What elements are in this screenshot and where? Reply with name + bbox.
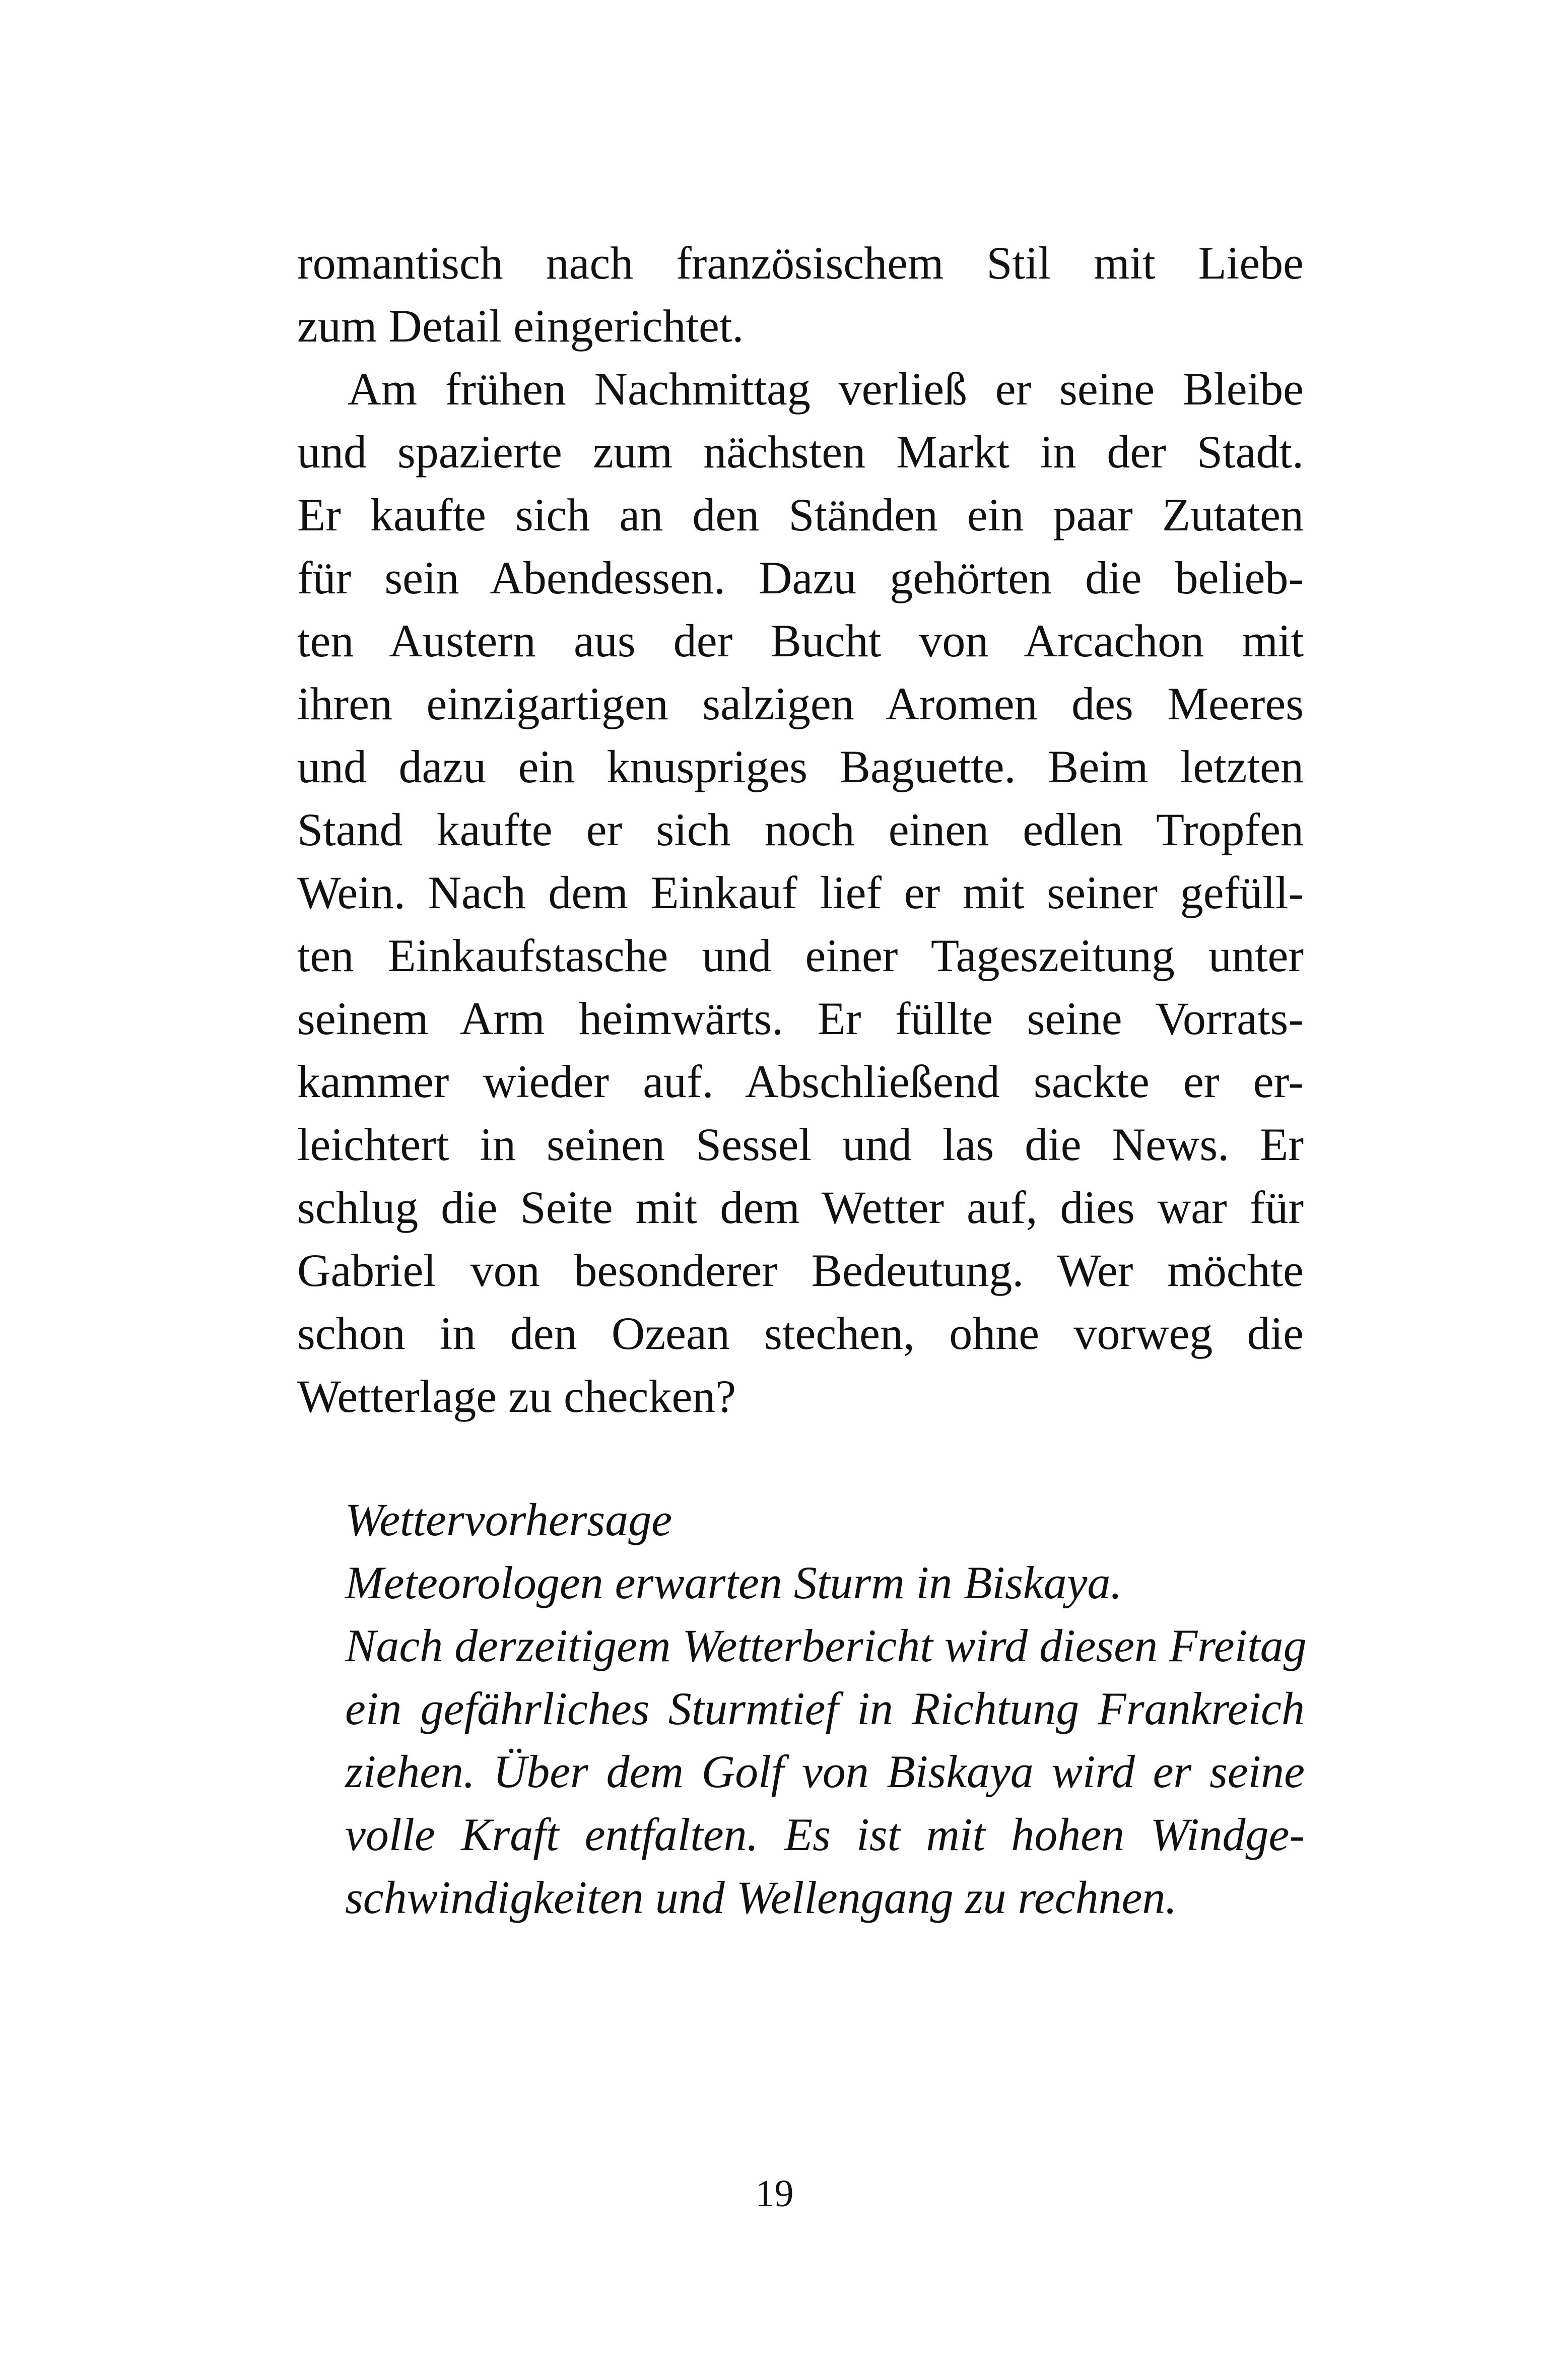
body-text [297, 232, 1304, 1428]
text-line: Am frühen Nachmittag verließ er seine Bleibe [348, 363, 1304, 415]
text-line: schon in den Ozean stechen, ohne vorweg die [297, 1308, 1304, 1359]
text-line: Wetterlage zu checken? [297, 1371, 736, 1422]
forecast-line: Nach derzeitigem Wetterbericht wird diesen Freitag [345, 1620, 1307, 1671]
forecast-line: volle Kraft entfalten. Es ist mit hohen Windge- [345, 1809, 1305, 1860]
text-line: Gabriel von besonderer Bedeutung. Wer möchte [297, 1245, 1304, 1296]
text-line: Er kaufte sich an den Ständen ein paar Zutaten [297, 489, 1304, 540]
text-line: und spazierte zum nächsten Markt in der Stadt. [297, 426, 1304, 478]
text-line: Stand kaufte er sich noch einen edlen Tropfen [297, 804, 1304, 855]
page-number: 19 [755, 2172, 794, 2215]
text-line: ten Einkaufstasche und einer Tageszeitung unter [297, 930, 1304, 981]
text-line: seinem Arm heimwärts. Er füllte seine Vorrats- [297, 993, 1304, 1044]
text-line: ten Austern aus der Bucht von Arcachon mit [297, 615, 1304, 666]
text-line: Wein. Nach dem Einkauf lief er mit seiner gefüll- [297, 867, 1304, 918]
text-line: kammer wieder auf. Abschließend sackte er er- [297, 1056, 1304, 1107]
text-line: zum Detail eingerichtet. [297, 300, 744, 352]
text-line: leichtert in seinen Sessel und las die News. Er [297, 1119, 1304, 1170]
text-line: und dazu ein knuspriges Baguette. Beim letzten [297, 741, 1304, 792]
forecast-headline: Meteorologen erwarten Sturm in Biskaya. [345, 1557, 1122, 1608]
text-line: ihren einzigartigen salzigen Aromen des Meeres [297, 678, 1304, 729]
forecast-line: ein gefährliches Sturmtief in Richtung Frankreich [345, 1683, 1305, 1734]
forecast-line: schwindigkeiten und Wellengang zu rechnen. [345, 1872, 1177, 1923]
weather-forecast-excerpt [345, 1488, 1305, 1929]
text-line: für sein Abendessen. Dazu gehörten die belieb- [297, 552, 1304, 603]
text-line: schlug die Seite mit dem Wetter auf, dies war für [297, 1182, 1304, 1233]
forecast-heading: Wettervorhersage [345, 1494, 672, 1545]
forecast-line: ziehen. Über dem Golf von Biskaya wird er seine [345, 1746, 1305, 1797]
text-line: romantisch nach französischem Stil mit Liebe [297, 237, 1304, 289]
